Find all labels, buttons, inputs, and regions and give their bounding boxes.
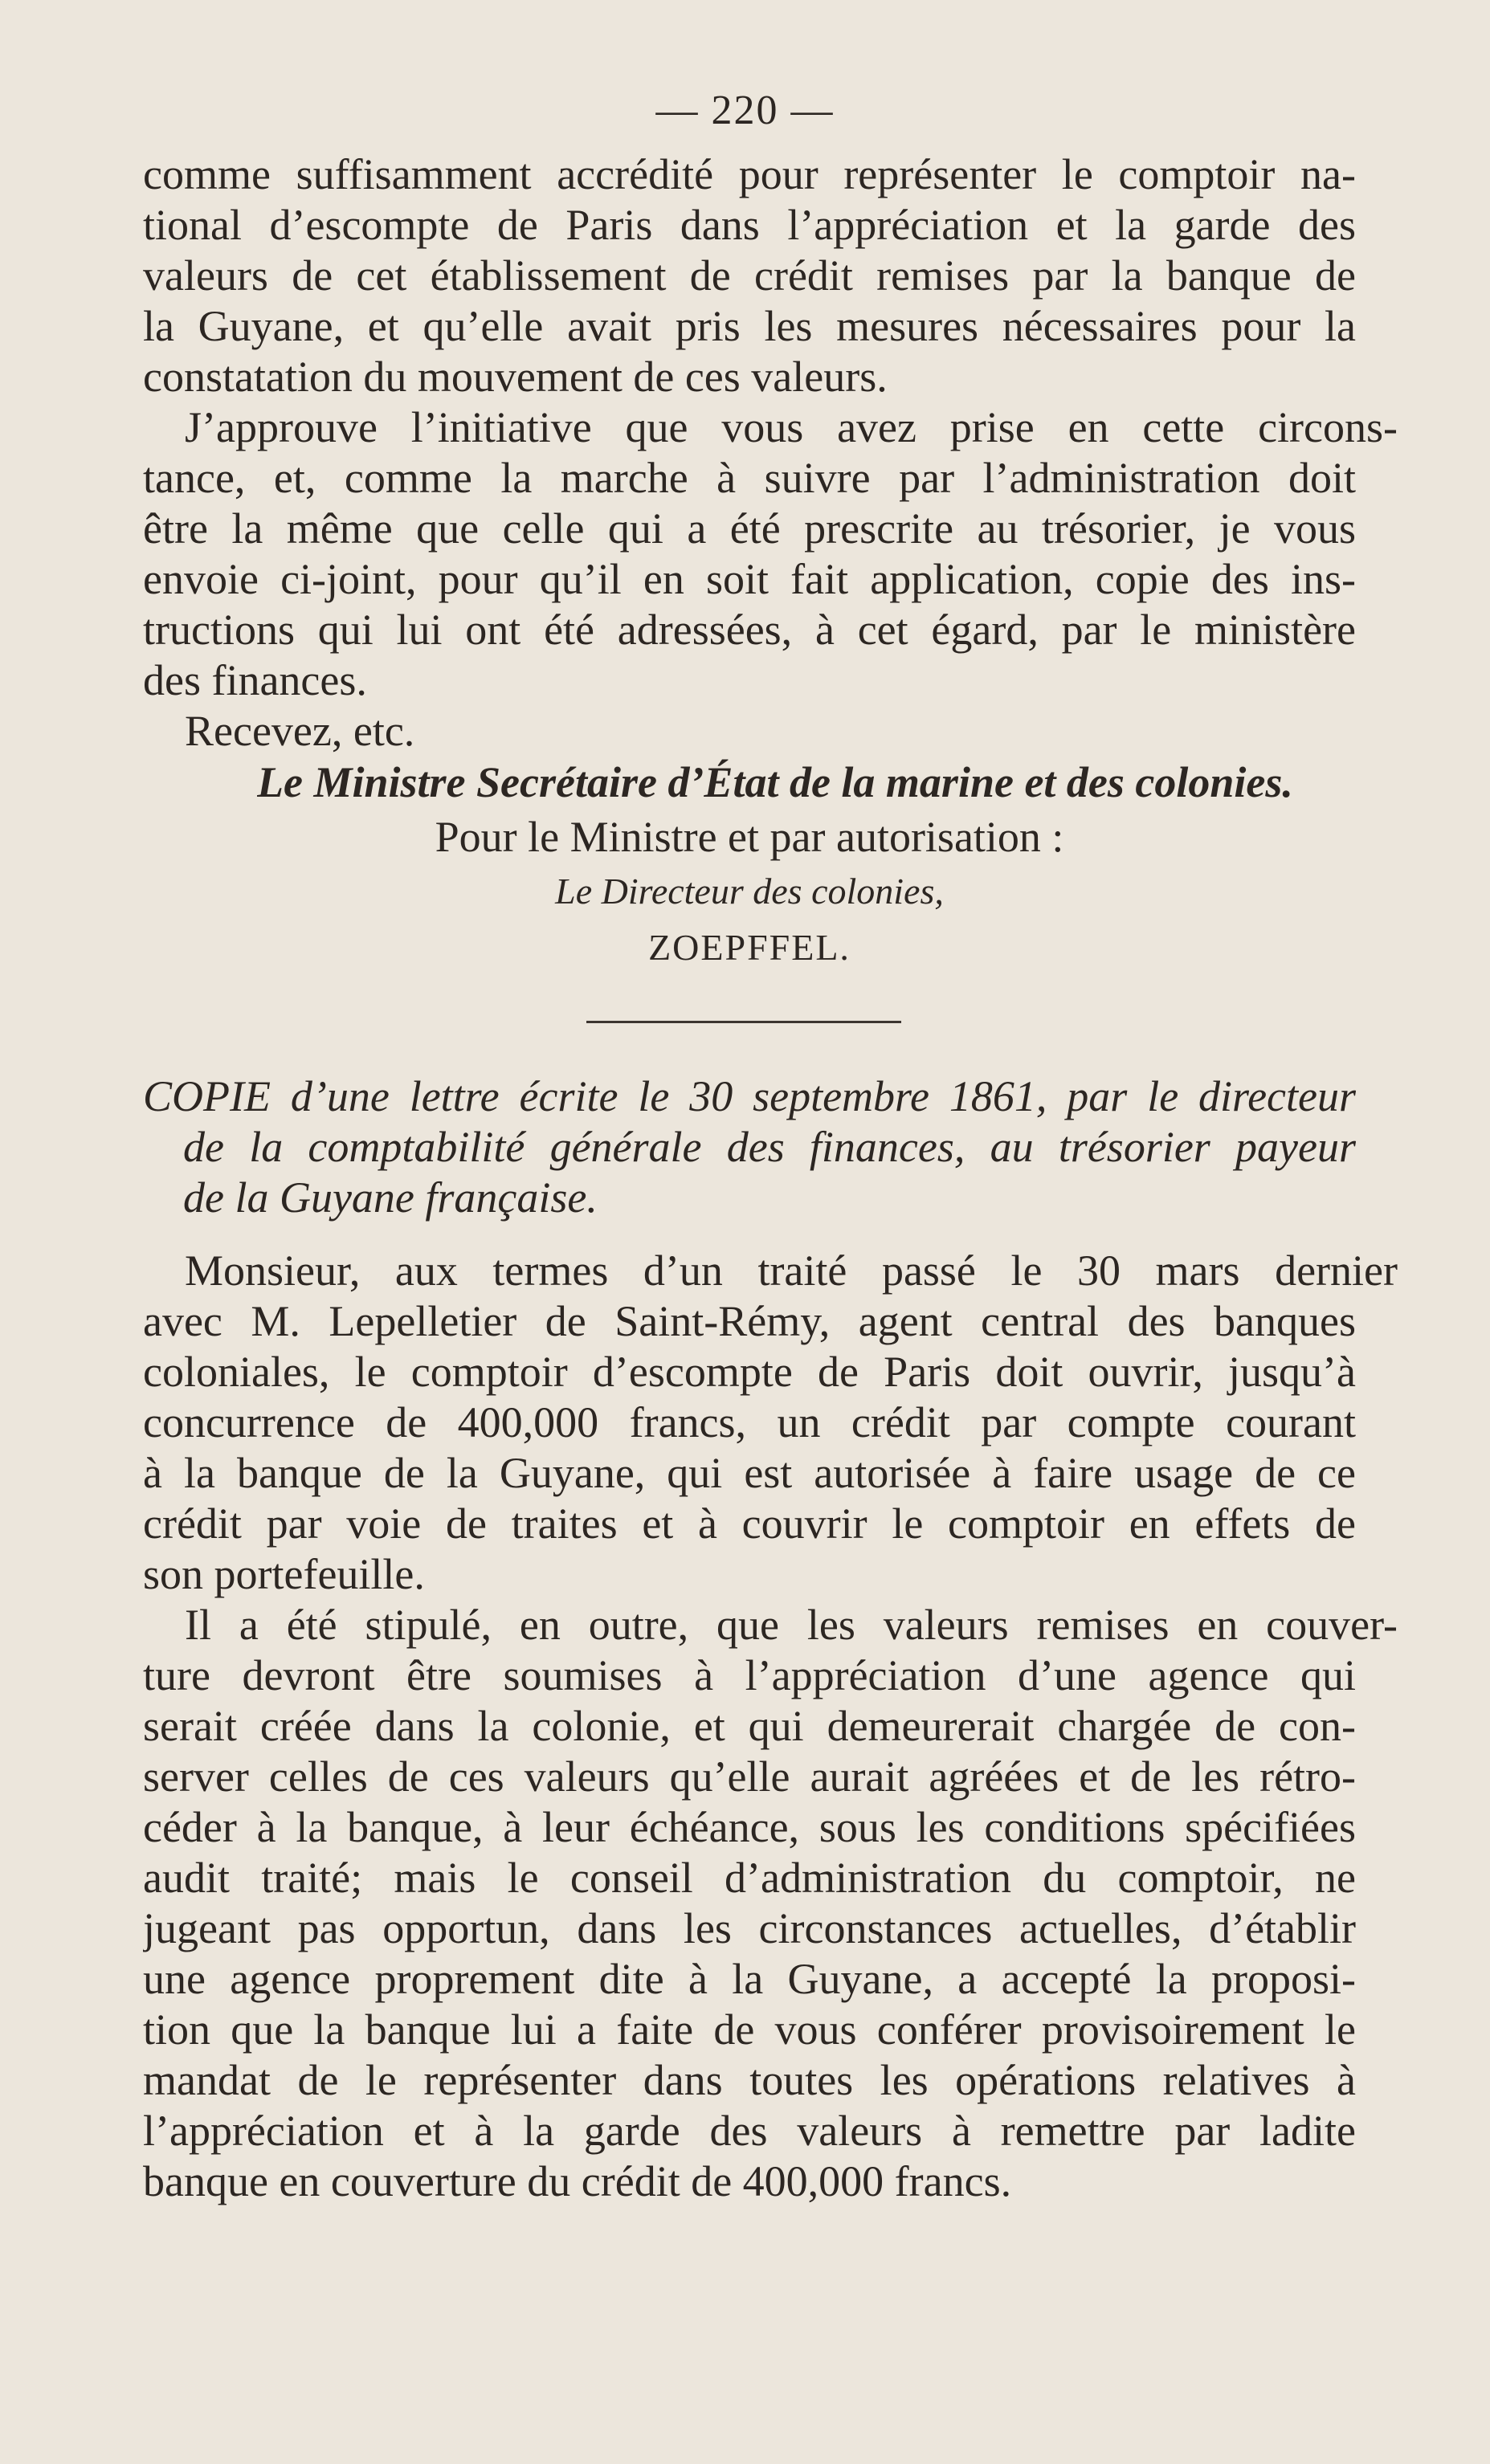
- copy-body-line: concurrence de 400,000 francs, un crédit par compte courant: [143, 1398, 1356, 1446]
- copy-body-line: Il a été stipulé, en outre, que les valeurs remises en couver-: [185, 1601, 1398, 1649]
- letter-line: tructions qui lui ont été adressées, à cet égard, par le ministère: [143, 606, 1356, 654]
- copy-heading-line: de la comptabilité générale des finances, au trésorier payeur: [183, 1123, 1356, 1171]
- copy-body-line: son portefeuille.: [143, 1550, 425, 1598]
- letter-line: tance, et, comme la marche à suivre par l’administration doit: [143, 454, 1356, 502]
- copy-body-line: jugeant pas opportun, dans les circonstances actuelles, d’établir: [143, 1904, 1356, 1952]
- copy-body-line: une agence proprement dite à la Guyane, a accepté la proposi-: [143, 1955, 1356, 2003]
- copy-body-line: à la banque de la Guyane, qui est autorisée à faire usage de ce: [143, 1449, 1356, 1497]
- copy-heading-line: de la Guyane française.: [183, 1173, 598, 1222]
- signature-for: Pour le Ministre et par autorisation :: [435, 813, 1064, 861]
- copy-body-line: avec M. Lepelletier de Saint-Rémy, agent central des banques: [143, 1297, 1356, 1345]
- signature-director: Le Directeur des colonies,: [555, 871, 944, 912]
- copy-body-line: l’appréciation et à la garde des valeurs à remettre par ladite: [143, 2107, 1356, 2155]
- letter-line: envoie ci-joint, pour qu’il en soit fait application, copie des ins-: [143, 555, 1356, 603]
- signature-title: Le Ministre Secrétaire d’État de la marine et des colonies.: [257, 758, 1293, 806]
- letter-line: des finances.: [143, 656, 367, 704]
- letter-line: la Guyane, et qu’elle avait pris les mesures nécessaires pour la: [143, 302, 1356, 350]
- letter-closing: Recevez, etc.: [185, 707, 415, 755]
- copy-body-line: serait créée dans la colonie, et qui demeurerait chargée de con-: [143, 1702, 1356, 1750]
- letter-line: comme suffisamment accrédité pour représenter le comptoir na-: [143, 150, 1356, 198]
- signature-name: ZOEPFFEL.: [648, 927, 851, 968]
- letter-line: être la même que celle qui a été prescrite au trésorier, je vous: [143, 504, 1356, 553]
- letter-line: valeurs de cet établissement de crédit remises par la banque de: [143, 251, 1356, 300]
- copy-body-line: banque en couverture du crédit de 400,000 francs.: [143, 2157, 1012, 2205]
- letter-line: constatation du mouvement de ces valeurs.: [143, 353, 888, 401]
- copy-body-line: server celles de ces valeurs qu’elle aurait agréées et de les rétro-: [143, 1752, 1356, 1801]
- section-divider: [586, 1021, 901, 1023]
- copy-body-line: ture devront être soumises à l’appréciation d’une agence qui: [143, 1651, 1356, 1699]
- letter-line: tional d’escompte de Paris dans l’appréciation et la garde des: [143, 201, 1356, 249]
- copy-body-line: mandat de le représenter dans toutes les opérations relatives à: [143, 2056, 1356, 2104]
- copy-body-line: tion que la banque lui a faite de vous conférer provisoirement le: [143, 2005, 1356, 2054]
- copy-body-line: crédit par voie de traites et à couvrir le comptoir en effets de: [143, 1499, 1356, 1548]
- copy-body-line: audit traité; mais le conseil d’administration du comptoir, ne: [143, 1854, 1356, 1902]
- copy-heading-line: COPIE d’une lettre écrite le 30 septembre 1861, par le directeur: [143, 1072, 1356, 1120]
- copy-body-line: Monsieur, aux termes d’un traité passé le 30 mars dernier: [185, 1246, 1398, 1295]
- copy-body-line: céder à la banque, à leur échéance, sous les conditions spécifiées: [143, 1803, 1356, 1851]
- copy-body-line: coloniales, le comptoir d’escompte de Paris doit ouvrir, jusqu’à: [143, 1348, 1356, 1396]
- letter-line: J’approuve l’initiative que vous avez prise en cette circons-: [185, 403, 1398, 451]
- page-number: — 220 —: [655, 88, 835, 133]
